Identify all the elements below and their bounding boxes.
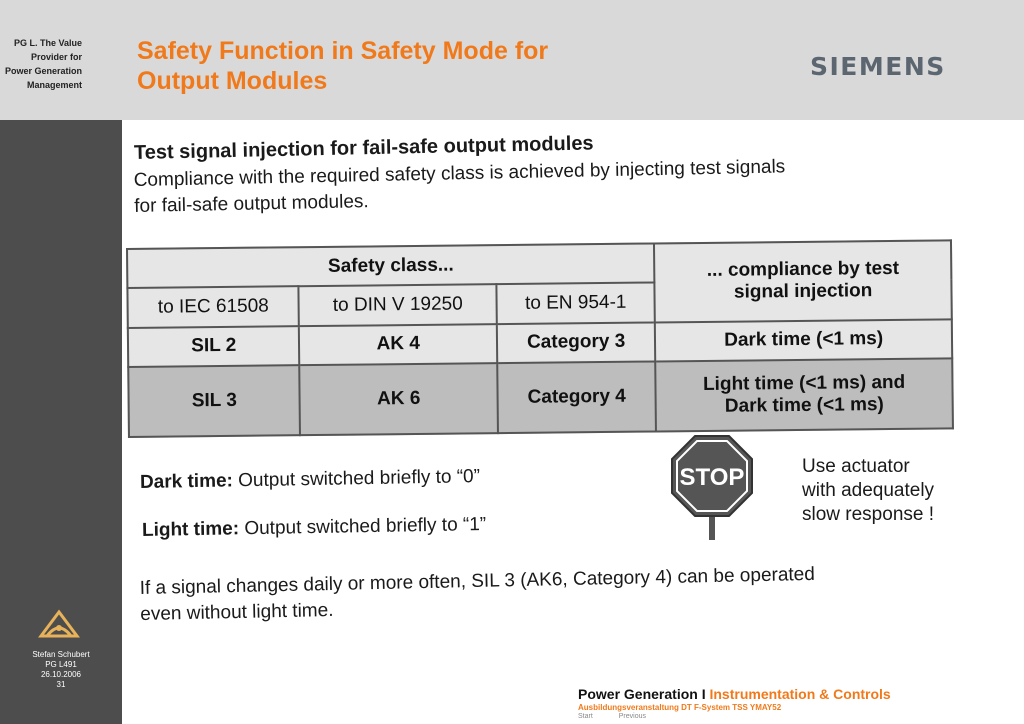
compliance-header-line: ... compliance by test [706,258,900,282]
column-header-din: to DIN V 19250 [299,284,497,325]
author-line: 31 [56,680,66,689]
footnote-line: even without light time. [140,599,334,625]
previous-link[interactable]: Previous [618,713,646,720]
actuator-note [802,455,982,527]
actuator-line: with adequately [802,480,935,501]
org-line: Provider for [30,52,82,62]
slide-content [122,120,1024,680]
intro-body-line: for fail-safe output modules. [134,191,369,217]
org-line: PG L. The Value [13,38,82,48]
light-time-term: Light time: [141,518,240,541]
start-link[interactable]: Start [578,713,593,720]
cell-en: Category 3 [497,322,656,363]
footnote-line: If a signal changes daily or more often, SIL 3 (AK6, Category 4) can be operated [139,563,816,600]
safety-class-header: Safety class... [127,243,655,288]
stop-sign-label: STOP [679,464,745,491]
footer-division: Power Generation [578,686,698,702]
author-line: Stefan Schubert [32,650,90,659]
author-info [0,650,122,690]
author-line: PG L491 [45,660,77,669]
safety-class-table [126,239,954,438]
cell-iec: SIL 3 [128,365,300,437]
footer-separator: I [701,686,706,702]
page-title [137,36,548,96]
intro-body-line: Compliance with the required safety class is achieved by injecting test signals [133,156,786,192]
dark-time-text: Output switched briefly to “0” [237,466,481,492]
dark-time-term: Dark time: [139,470,234,493]
dark-time-definition [140,466,480,494]
compliance-header [654,240,951,322]
footnote [139,559,960,628]
page-title-line: Safety Function in Safety Mode for [137,37,549,65]
siemens-logo: SIEMENS [810,52,946,81]
footer-main [578,686,1018,702]
compliance-header-line: signal injection [733,280,873,303]
column-header-iec: to IEC 61508 [127,286,299,327]
cell-compliance-line: Light time (<1 ms) and [702,371,906,395]
author-line: 26.10.2006 [40,670,82,679]
cell-compliance [656,358,953,431]
pg-logo-icon [37,608,81,642]
cell-en: Category 4 [497,361,656,433]
light-time-definition [142,514,487,542]
header-bar [0,0,1024,120]
intro-title: Test signal injection for fail-safe output modules [133,132,594,164]
org-text [0,36,82,92]
footer-nav [578,713,1018,720]
cell-compliance [655,319,952,361]
org-line: Power Generation [4,66,82,76]
cell-din: AK 4 [299,324,497,365]
footer [578,686,1018,720]
cell-compliance-line: Dark time (<1 ms) [724,328,884,351]
column-header-en: to EN 954-1 [496,283,655,324]
cell-iec: SIL 2 [128,326,300,367]
table-row [128,358,953,437]
actuator-line: Use actuator [802,456,910,477]
cell-din: AK 6 [300,363,498,435]
light-time-text: Output switched briefly to “1” [244,513,487,540]
org-line: Management [26,80,82,90]
footer-course: Ausbildungsveranstaltung DT F-System TSS YMAY52 [578,703,782,712]
actuator-line: slow response ! [802,504,935,525]
safety-table [126,239,954,438]
stop-sign-icon [670,434,754,540]
cell-compliance-line: Dark time (<1 ms) [724,393,884,417]
footer-department: Instrumentation & Controls [709,686,891,702]
page-title-line: Output Modules [137,67,328,95]
